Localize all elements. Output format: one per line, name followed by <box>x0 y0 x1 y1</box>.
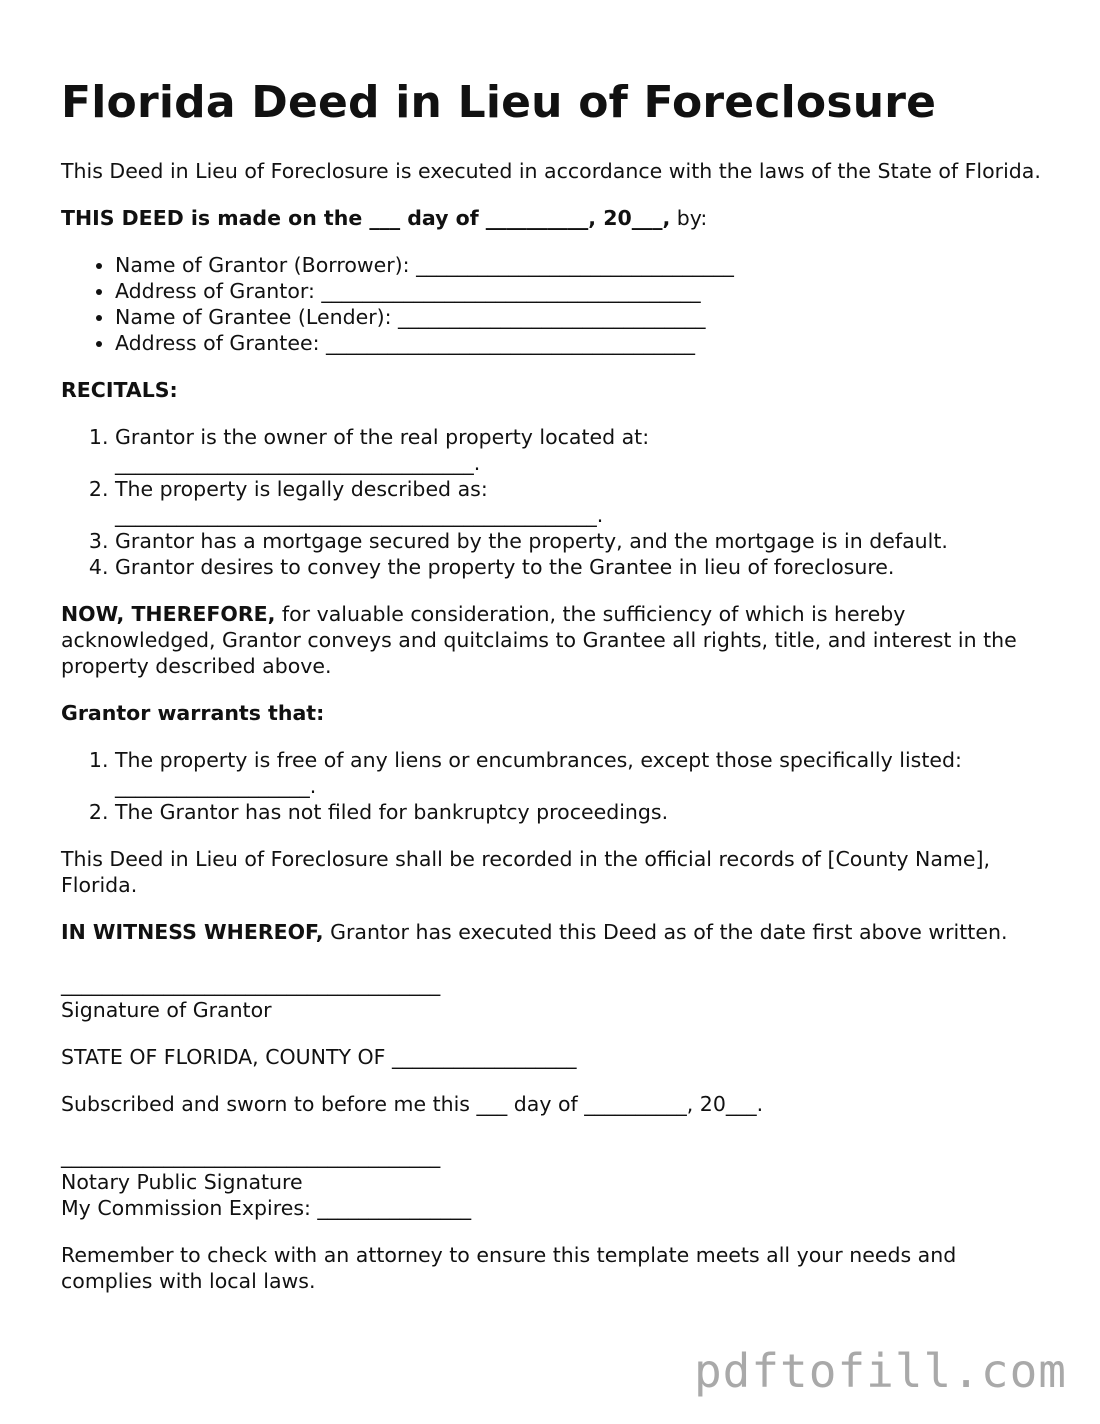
warrants-heading: Grantor warrants that: <box>61 701 325 725</box>
now-therefore-paragraph <box>61 601 1051 679</box>
notary-signature-block <box>61 1143 1051 1221</box>
state-county-line: STATE OF FLORIDA, COUNTY OF __________________ <box>61 1045 577 1069</box>
warrants-list <box>61 747 1051 825</box>
grantor-signature-block <box>61 971 1051 1023</box>
notary-signature-label: Notary Public Signature <box>61 1170 303 1194</box>
watermark: pdftofill.com <box>693 1344 1067 1398</box>
recitals-list <box>61 424 1051 580</box>
recitals-heading: RECITALS: <box>61 378 178 402</box>
subscribed-line: Subscribed and sworn to before me this ___ day of __________, 20___. <box>61 1092 764 1116</box>
witness-bold: IN WITNESS WHEREOF, <box>61 920 324 944</box>
recital-item: 4. Grantor desires to convey the property to the Grantee in lieu of foreclosure. <box>115 554 1051 580</box>
recital-item: 1. Grantor is the owner of the real property located at: ___________________________________. <box>115 424 1051 476</box>
intro-paragraph: This Deed in Lieu of Foreclosure is executed in accordance with the laws of the State of Florida. <box>61 159 1041 183</box>
deed-date-line <box>61 205 1051 231</box>
warrant-item: 2. The Grantor has not filed for bankruptcy proceedings. <box>115 799 1051 825</box>
document-title: Florida Deed in Lieu of Foreclosure <box>61 77 937 128</box>
now-therefore-rest: for valuable consideration, the sufficiency of which is hereby acknowledged, Grantor conveys and quitclaims to Grantee all rights, title, and interest in the property described above. <box>61 602 1017 678</box>
grantor-signature-line[interactable]: _____________________________________ <box>61 972 441 996</box>
now-therefore-bold: NOW, THEREFORE, <box>61 602 276 626</box>
witness-paragraph <box>61 919 1051 945</box>
witness-rest: Grantor has executed this Deed as of the date first above written. <box>323 920 1008 944</box>
deed-date-rest: by: <box>670 206 708 230</box>
party-grantor-address: • Address of Grantor: _____________________________________ <box>115 278 1051 304</box>
attorney-disclaimer: Remember to check with an attorney to ensure this template meets all your needs and complies with local laws. <box>61 1243 957 1293</box>
parties-list <box>61 252 1051 356</box>
party-grantee-name: • Name of Grantee (Lender): ______________________________ <box>115 304 1051 330</box>
recording-paragraph: This Deed in Lieu of Foreclosure shall be recorded in the official records of [County Name], Florida. <box>61 847 990 897</box>
commission-expires-line: My Commission Expires: _______________ <box>61 1196 472 1220</box>
party-grantor-name: • Name of Grantor (Borrower): _______________________________ <box>115 252 1051 278</box>
deed-date-bold: THIS DEED is made on the ___ day of __________, 20___, <box>61 206 671 230</box>
document-page <box>61 78 1051 1315</box>
party-grantee-address: • Address of Grantee: ____________________________________ <box>115 330 1051 356</box>
grantor-signature-label: Signature of Grantor <box>61 998 272 1022</box>
recital-item: 3. Grantor has a mortgage secured by the property, and the mortgage is in default. <box>115 528 1051 554</box>
notary-signature-line[interactable]: _____________________________________ <box>61 1144 441 1168</box>
recital-item: 2. The property is legally described as: _______________________________________________. <box>115 476 1051 528</box>
warrant-item: 1. The property is free of any liens or encumbrances, except those specifically listed: ___________________. <box>115 747 1051 799</box>
